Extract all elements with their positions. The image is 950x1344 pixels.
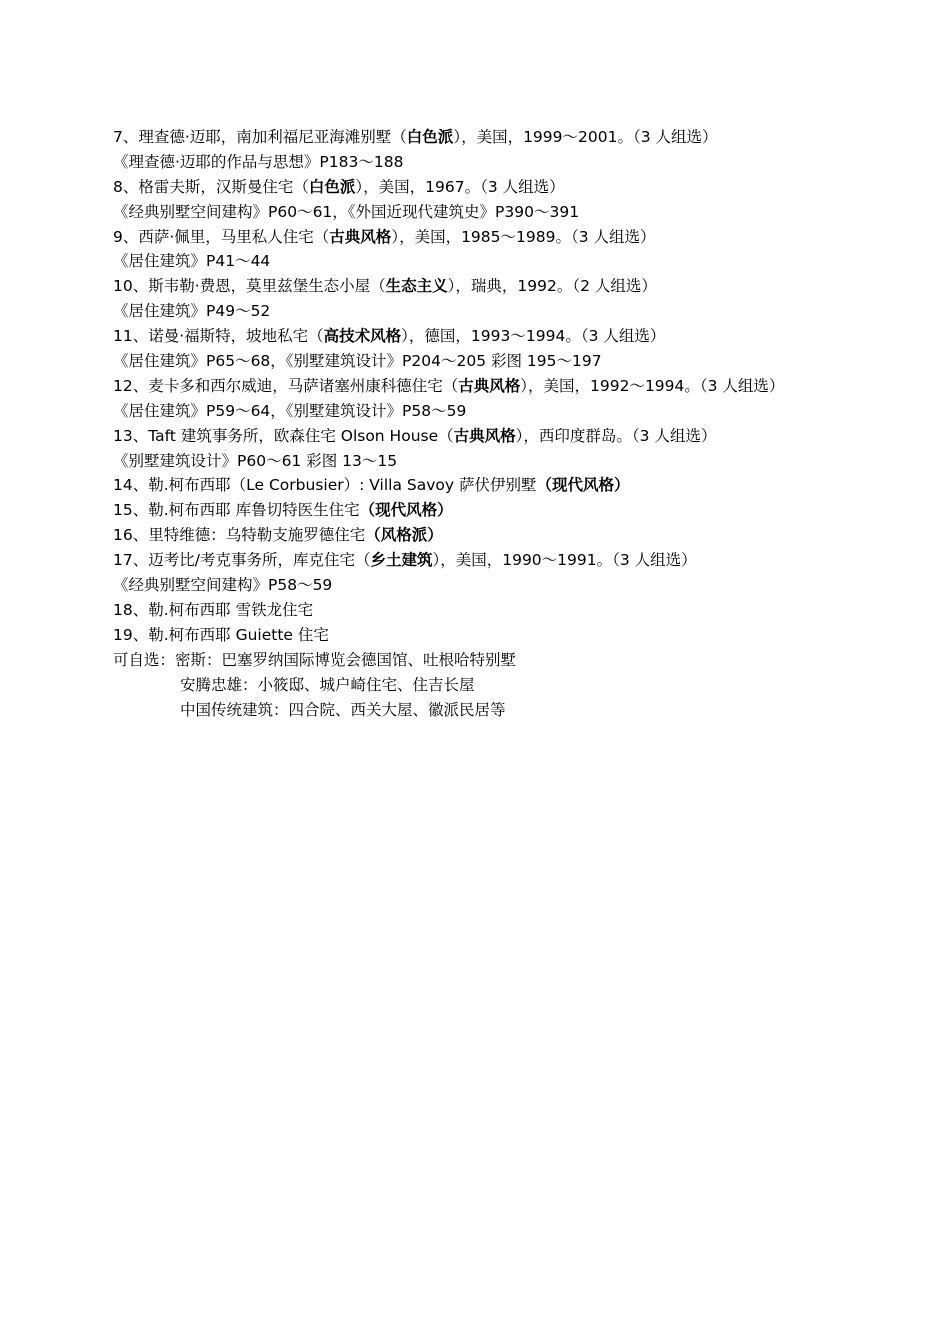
style-label: （现代风格）: [536, 476, 630, 495]
entry-12: [113, 374, 833, 399]
entry-text: 15、勒.柯布西耶 库鲁切特医生住宅: [113, 501, 360, 520]
style-label: （风格派）: [365, 526, 443, 545]
entry-9: [113, 225, 833, 250]
entry-18: 18、勒.柯布西耶 雪铁龙住宅: [113, 600, 314, 619]
entry-text: ），西印度群岛。（3 人组选）: [515, 426, 717, 445]
entry-text: ），瑞典，1992。（2 人组选）: [447, 277, 657, 296]
entry-19: 19、勒.柯布西耶 Guiette 住宅: [113, 625, 329, 644]
optional-label: 可自选：: [113, 650, 176, 669]
style-label: 古典风格: [458, 376, 521, 395]
reference-line: 《居住建筑》P49～52: [113, 302, 271, 321]
entry-16: [113, 523, 833, 548]
optional-item: 中国传统建筑：四合院、西关大屋、徽派民居等: [180, 700, 506, 719]
entry-text: 13、Taft 建筑事务所，欧森住宅 Olson House（: [113, 426, 454, 445]
entry-text: 9、西萨·佩里，马里私人住宅（: [113, 227, 330, 246]
style-label: 古典风格: [453, 426, 516, 445]
entry-10: [113, 274, 833, 299]
optional-item: 安腾忠雄：小筱邸、城户崎住宅、住吉长屋: [180, 675, 475, 694]
reference-line: 《居住建筑》P65～68，《别墅建筑设计》P204～205 彩图 195～197: [113, 352, 602, 371]
entry-11: [113, 324, 833, 349]
style-label: 生态主义: [385, 277, 448, 296]
entry-text: 10、斯韦勒·费恩，莫里兹堡生态小屋（: [113, 277, 386, 296]
entry-text: ），美国，1990～1991。（3 人组选）: [432, 551, 697, 570]
entry-text: 7、理查德·迈耶，南加利福尼亚海滩别墅（: [113, 128, 407, 146]
entry-14: [113, 473, 833, 498]
optional-item: 密斯：巴塞罗纳国际博览会德国馆、吐根哈特别墅: [175, 650, 517, 669]
style-label: 白色派: [406, 128, 454, 146]
entry-text: ），美国，1999～2001。（3 人组选）: [453, 128, 718, 146]
reference-line: 《居住建筑》P59～64，《别墅建筑设计》P58～59: [113, 401, 467, 420]
reference-line: 《别墅建筑设计》P60～61 彩图 13～15: [113, 451, 398, 470]
entry-13: [113, 424, 833, 449]
entry-text: 16、里特维德：乌特勒支施罗德住宅: [113, 526, 366, 545]
style-label: 乡土建筑: [370, 551, 433, 570]
entry-text: 14、勒.柯布西耶（Le Corbusier）: Villa Savoy 萨伏伊别墅: [113, 476, 537, 495]
entry-text: 8、格雷夫斯，汉斯曼住宅（: [113, 177, 309, 196]
entry-8: [113, 175, 833, 200]
entry-text: 17、迈考比/考克事务所，库克住宅（: [113, 551, 371, 570]
style-label: 古典风格: [329, 227, 392, 246]
style-label: （现代风格）: [359, 501, 453, 520]
reference-line: 《经典别墅空间建构》P60～61，《外国近现代建筑史》P390～391: [113, 202, 580, 221]
reference-line: 《居住建筑》P41～44: [113, 252, 271, 271]
reference-line: 《理查德·迈耶的作品与思想》P183～188: [113, 152, 404, 171]
optional-section: [113, 648, 833, 673]
entry-text: 11、诺曼·福斯特，坡地私宅（: [113, 327, 324, 346]
document-page: [113, 125, 833, 722]
entry-text: ），德国，1993～1994。（3 人组选）: [401, 327, 666, 346]
entry-15: [113, 498, 833, 523]
entry-17: [113, 548, 833, 573]
entry-text: 12、麦卡多和西尔威迪，马萨诸塞州康科德住宅（: [113, 376, 459, 395]
style-label: 白色派: [308, 177, 356, 196]
entry-text: ），美国，1985～1989。（3 人组选）: [391, 227, 656, 246]
reference-line: 《经典别墅空间建构》P58～59: [113, 576, 333, 595]
style-label: 高技术风格: [323, 327, 402, 346]
entry-7: [113, 125, 833, 150]
entry-text: ），美国，1967。（3 人组选）: [355, 177, 565, 196]
entry-text: ），美国，1992～1994。（3 人组选）: [520, 376, 785, 395]
